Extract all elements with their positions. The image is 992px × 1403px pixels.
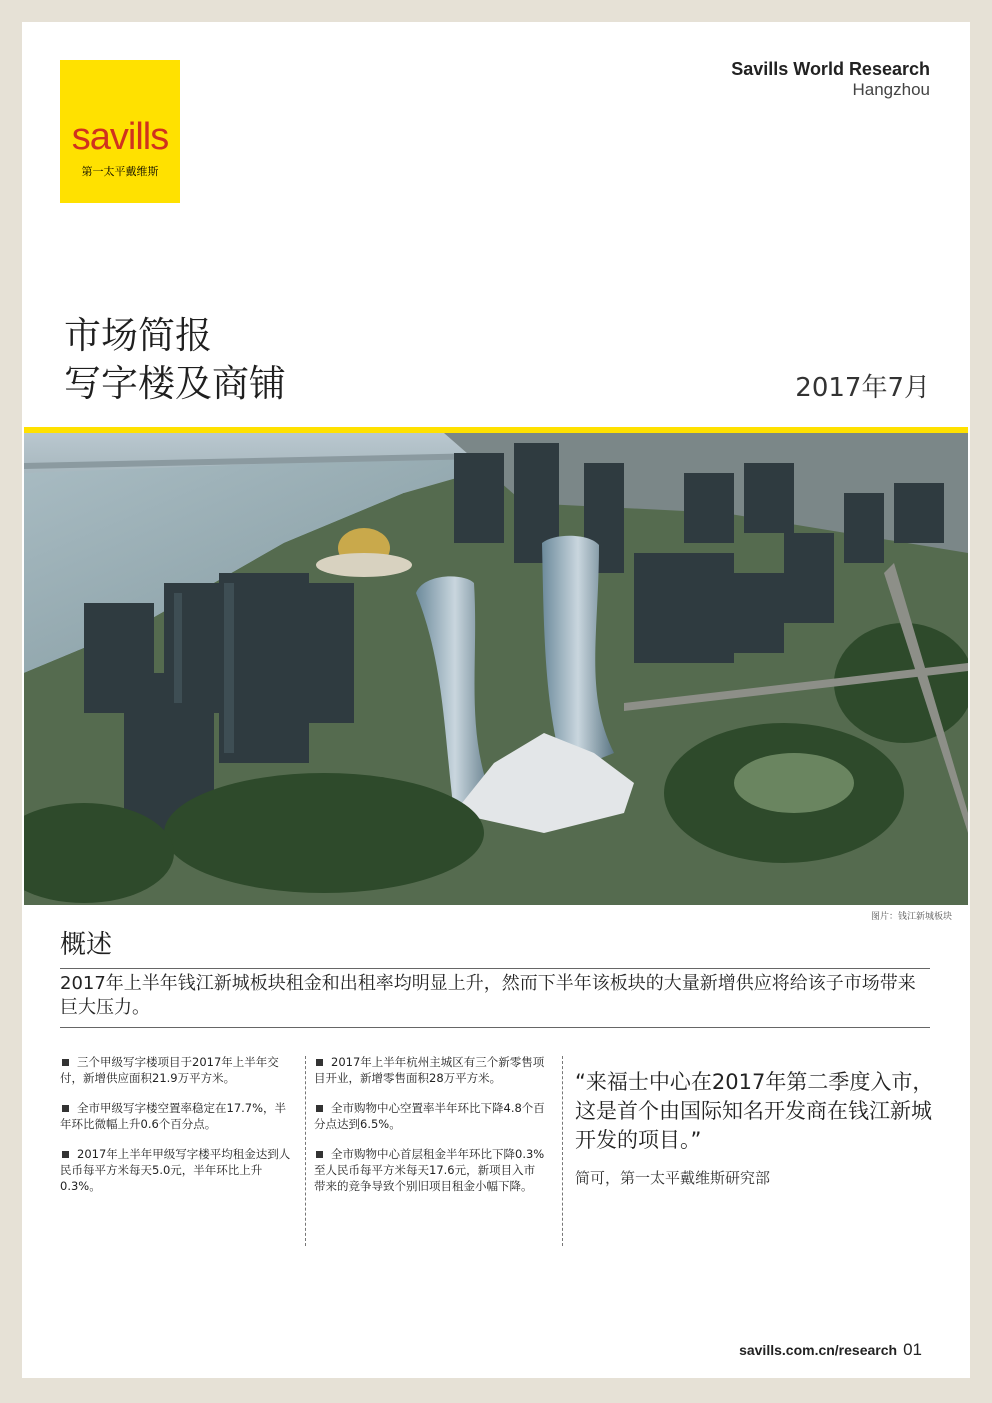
logo-wordmark: savills (71, 116, 169, 158)
divider-bottom (60, 1027, 930, 1028)
bullet-item (60, 1100, 292, 1132)
bullet-text: 全市甲级写字楼空置率稳定在17.7%，半年环比微幅上升0.6个百分点。 (60, 1101, 287, 1131)
bullet-square-icon (62, 1151, 69, 1158)
bullet-item (60, 1146, 292, 1194)
savills-logo (60, 60, 180, 203)
bullets-office (60, 1054, 292, 1208)
bullet-text: 全市购物中心空置率半年环比下降4.8个百分点达到6.5%。 (314, 1101, 545, 1131)
brand-title: Savills World Research (731, 59, 930, 79)
aerial-city-illustration (24, 433, 968, 905)
bullets-retail (314, 1054, 546, 1208)
photo-caption: 图片：钱江新城板块 (870, 912, 952, 922)
footer (739, 1340, 922, 1360)
bullet-item (314, 1054, 546, 1086)
column-divider (562, 1056, 563, 1246)
bullet-item (314, 1100, 546, 1132)
brand-city: Hangzhou (852, 80, 930, 99)
bullet-square-icon (316, 1151, 323, 1158)
report-date: 2017年7月 (795, 373, 930, 403)
logo-chinese-name: 第一太平戴维斯 (81, 165, 159, 178)
report-title (64, 312, 286, 408)
bullet-square-icon (62, 1059, 69, 1066)
column-divider (305, 1056, 306, 1246)
brand-header (731, 58, 930, 100)
title-line-1: 市场简报 (64, 314, 212, 357)
pull-quote: “来福士中心在2017年第二季度入市，这是首个由国际知名开发商在钱江新城开发的项目。” (575, 1070, 934, 1152)
bullet-text: 三个甲级写字楼项目于2017年上半年交付，新增供应面积21.9万平方米。 (60, 1055, 279, 1085)
summary-text: 2017年上半年钱江新城板块租金和出租率均明显上升，然而下半年该板块的大量新增供应将给该子市场带来巨大压力。 (60, 973, 916, 1018)
bullet-square-icon (316, 1105, 323, 1112)
page-number: 01 (903, 1340, 922, 1359)
bullet-text: 全市购物中心首层租金半年环比下降0.3%至人民币每平方米每天17.6元，新项目入市带来的竞争导致个别旧项目租金小幅下降。 (314, 1147, 545, 1193)
bullet-square-icon (62, 1105, 69, 1112)
bullet-item (314, 1146, 546, 1194)
title-line-2: 写字楼及商铺 (64, 362, 286, 405)
hero-photo (24, 433, 968, 905)
bullet-text: 2017年上半年甲级写字楼平均租金达到人民币每平方米每天5.0元，半年环比上升0.3%。 (60, 1147, 291, 1193)
bullet-square-icon (316, 1059, 323, 1066)
footer-url[interactable]: savills.com.cn/research (739, 1342, 898, 1358)
divider-top (60, 968, 930, 969)
section-heading: 概述 (60, 930, 113, 960)
bullet-text: 2017年上半年杭州主城区有三个新零售项目开业，新增零售面积28万平方米。 (314, 1055, 545, 1085)
bullet-item (60, 1054, 292, 1086)
page (22, 22, 970, 1378)
quote-source: 简可，第一太平戴维斯研究部 (575, 1169, 771, 1187)
